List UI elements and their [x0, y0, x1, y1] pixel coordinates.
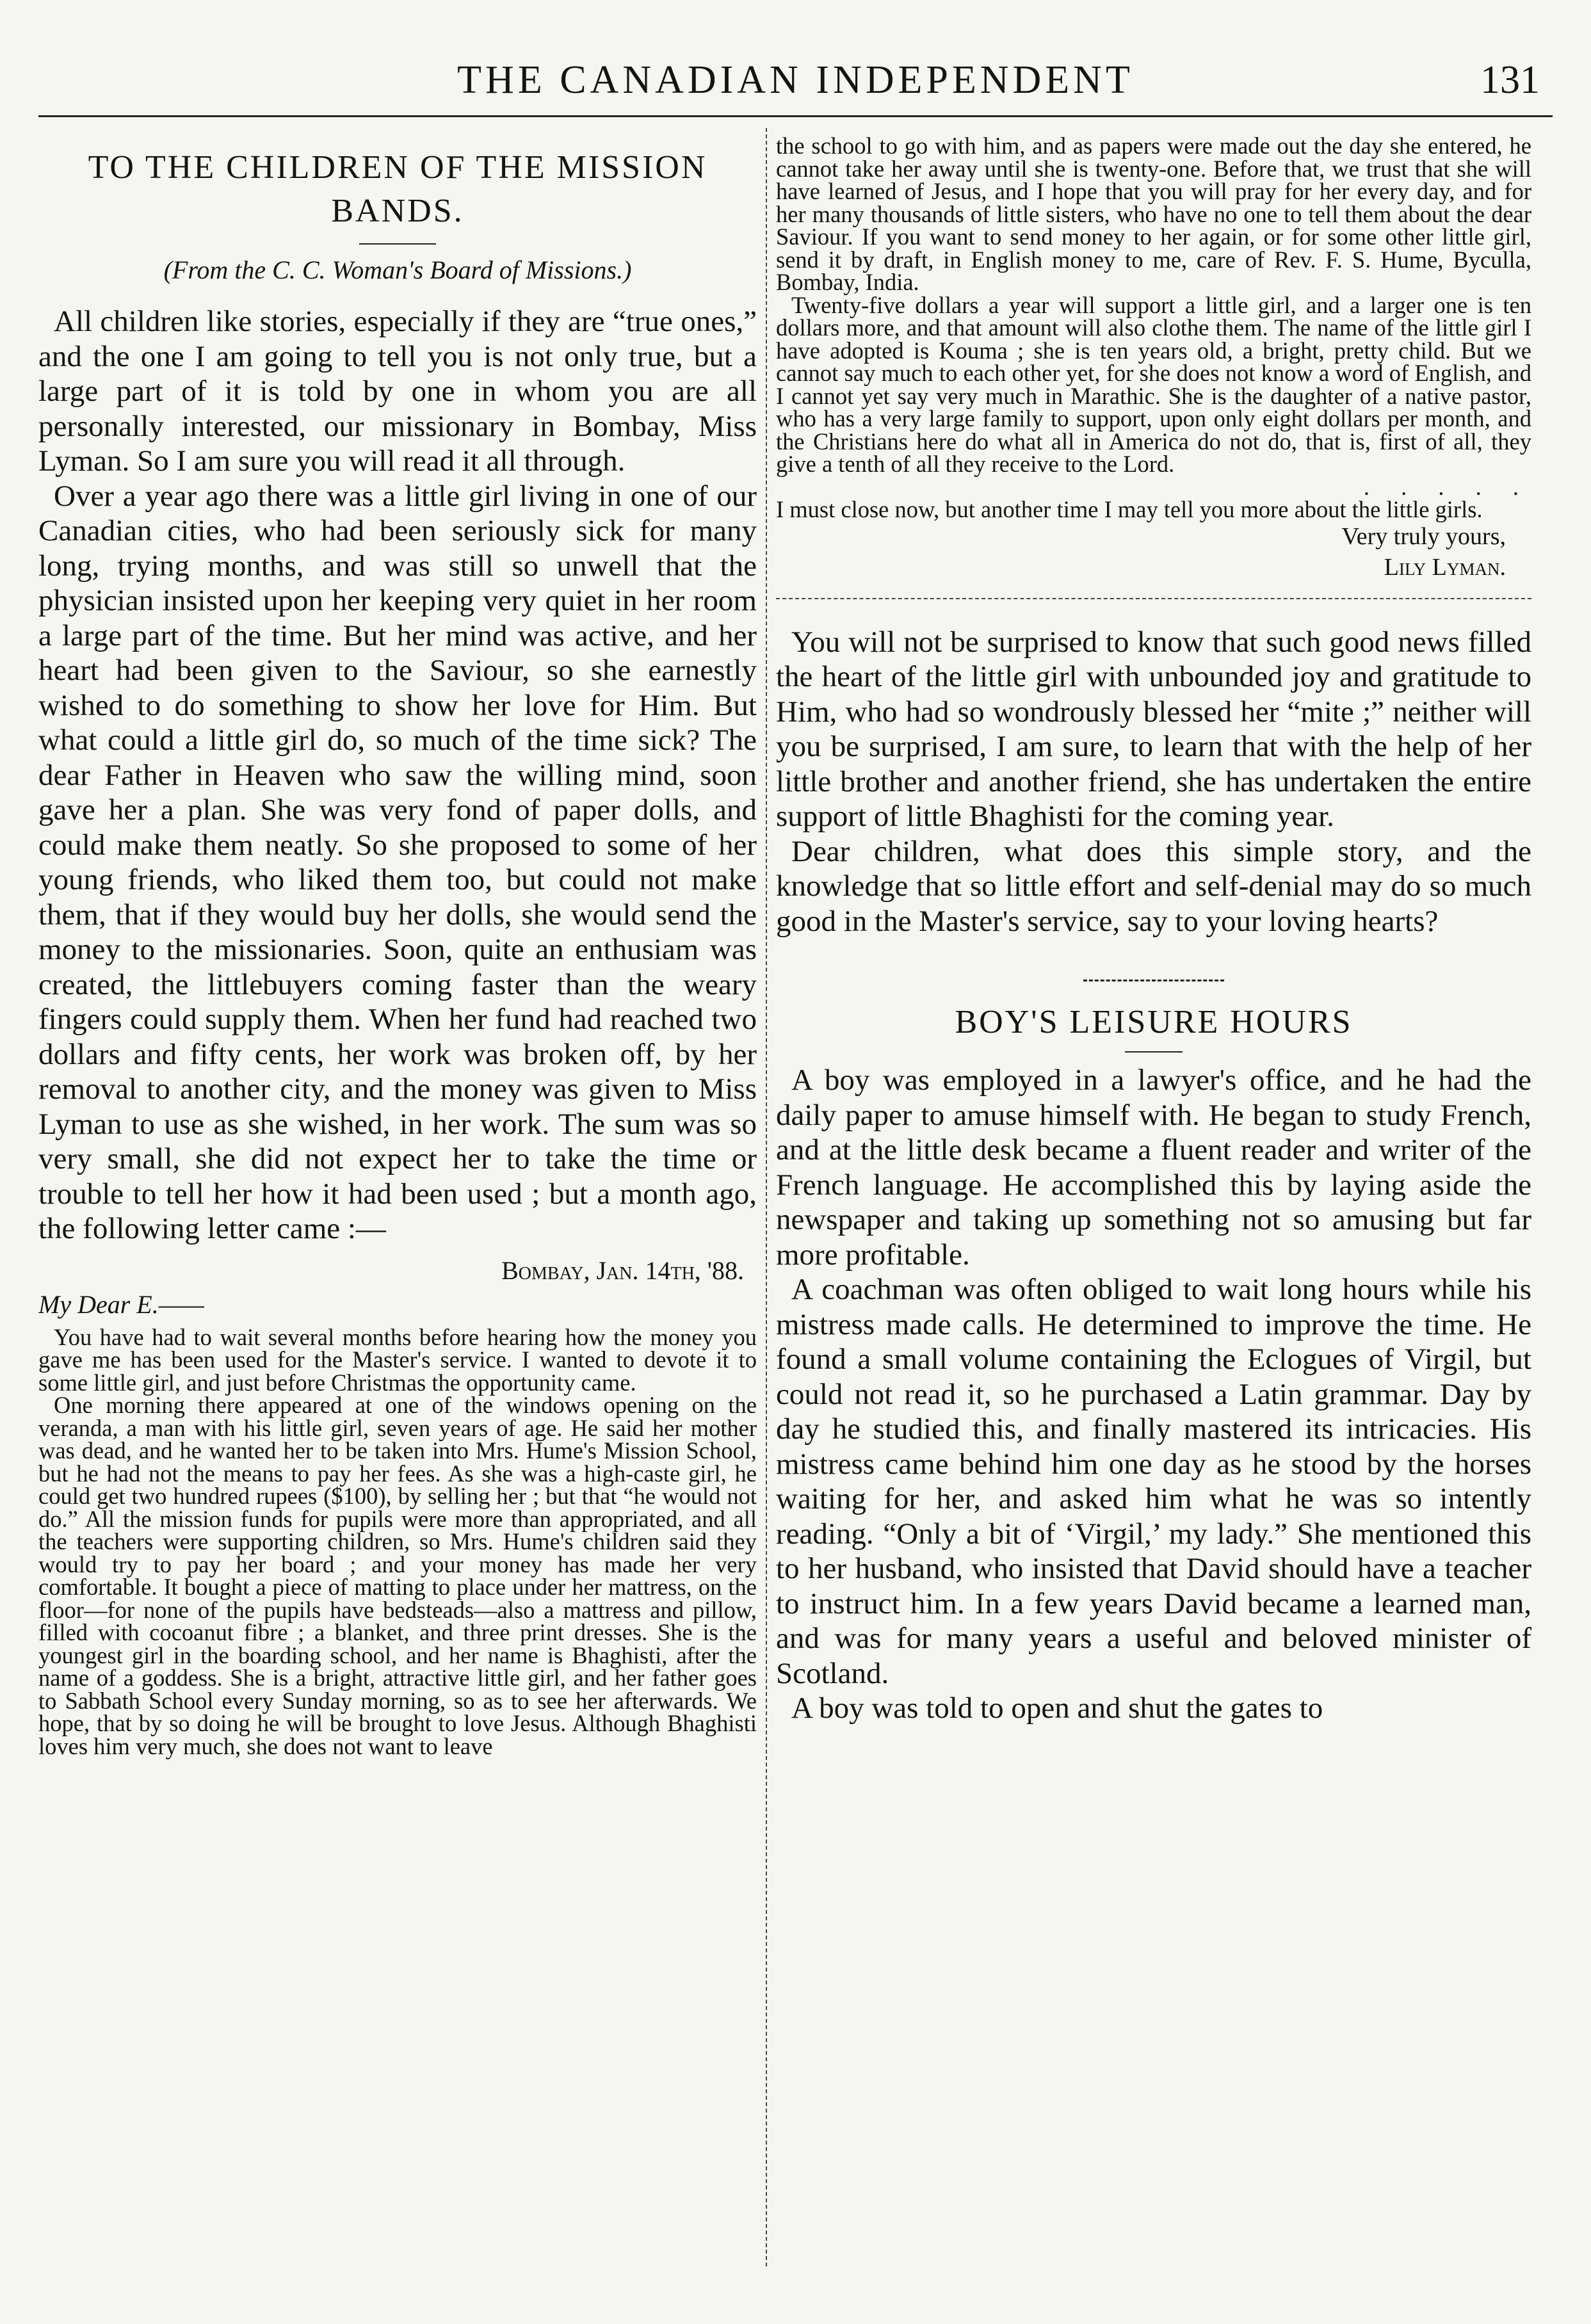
article-body	[776, 1063, 1531, 1726]
paragraph: You will not be surprised to know that such good news filled the heart of the little girl with unbounded joy and gratitude to Him, who had so wondrously blessed her “mite ;” neither will you be surprised, I am sure, to learn that with the help of her little brother and another friend, she has undertaken the entire support of little Bhaghisti for the coming year.	[776, 625, 1531, 833]
page-header	[38, 58, 1553, 117]
paragraph: A coachman was often obliged to wait long hours while his mistress made calls. He determined to improve the time. He found a small volume containing the Eclogues of Virgil, but could not read it, so he purchased a Latin grammar. Day by day he studied this, and finally mastered its intricacies. His mistress came behind him one day as he stood by the horses waiting for her, and asked him what he was so intently reading. “Only a bit of ‘Virgil,’ my lady.” She mentioned this to her husband, who insisted that David should have a teacher to instruct him. In a few years David became a learned man, and was for many years a useful and beloved minister of Scotland.	[776, 1273, 1531, 1690]
paragraph: Dear children, what does this simple story, and the knowledge that so little effort and self-denial may do so much good in the Master's service, say to your loving hearts?	[776, 834, 1531, 938]
letter-dateline: Bombay, Jan. 14th, '88.	[501, 1255, 744, 1285]
ellipsis: . . . . .	[1363, 473, 1531, 500]
right-column	[776, 134, 1531, 2286]
letter-paragraph: the school to go with him, and as papers were made out the day she entered, he cannot take her away until she is twenty-one. Before that, we trust that she will have learned of Jesus, and I hope that you will pray for her every day, and for her many thousands of little sisters, who have no one to tell them about the dear Saviour. If you want to send money to her again, or for some other little girl, send it by draft, in English money to me, care of Rev. F. S. Hume, Byculla, Bombay, India.	[776, 134, 1531, 295]
letter-body-continued	[776, 134, 1531, 521]
letter-signature: Lily Lyman.	[1384, 553, 1506, 581]
article-title: BOY'S LEISURE HOURS	[955, 1004, 1353, 1040]
paragraph: All children like stories, especially if they are “true ones,” and the one I am going to tell you is not only true, but a large part of it is told by one in whom you are all personally interested, our missionary in Bombay, Miss Lyman. So I am sure you will read it all through.	[38, 305, 757, 478]
paragraph: A boy was told to open and shut the gates to	[791, 1691, 1323, 1725]
publication-title: THE CANADIAN INDEPENDENT	[457, 58, 1134, 102]
letter-paragraph: One morning there appeared at one of the windows opening on the veranda, a man with his little girl, seven years of age. He said her mother was dead, and he wanted her to be taken into Mrs. Hume's Mission School, but he had not the means to pay her fees. As she was a high-caste girl, he could get two hundred rupees ($100), by selling her ; but that “he would not do.” All the mission funds for pupils were more than appropriated, and all the teachers were supporting children, so Mrs. Hume's children said they would try to pay her board ; and your money has made her very comfortable. It bought a piece of matting to place under her mattress, on the floor—for none of the pupils have bedsteads—also a mattress and pillow, filled with cocoanut fibre ; a blanket, and three print dresses. She is the youngest girl in the boarding school, and her name is Bhaghisti, after the name of a goddess. She is a bright, attractive little girl, and her father goes to Sabbath School every Sunday morning, so as to see her afterwards. We hope, that by so doing he will be brought to love Jesus. Although Bhaghisti loves him very much, she does not want to leave	[38, 1392, 757, 1759]
letter-paragraph: I must close now, but another time I may tell you more about the little girls.	[776, 496, 1483, 522]
article-separator	[1083, 980, 1224, 981]
section-rule	[776, 598, 1531, 599]
article-conclusion	[776, 625, 1531, 939]
paragraph: A boy was employed in a lawyer's office, and he had the daily paper to amuse himself with. He began to study French, and at the little desk became a fluent reader and writer of the French language. He accomplished this by laying aside the newspaper and taking up something not so amusing but far more profitable.	[776, 1063, 1531, 1271]
column-divider	[766, 128, 767, 2266]
paragraph: Over a year ago there was a little girl living in one of our Canadian cities, who had been seriously sick for many long, trying months, and was still so unwell that the physician insisted upon her keeping very quiet in her room a large part of the time. But her mind was active, and her heart had been given to the Saviour, so she earnestly wished to do something to show her love for Him. But what could a little girl do, so much of the time sick? The dear Father in Heaven who saw the willing mind, soon gave her a plan. She was very fond of paper dolls, and could make them neatly. So she proposed to some of her young friends, who liked them too, but could not make them, that if they would buy her dolls, she would send the money to the missionaries. Soon, quite an enthusiam was created, the littlebuyers coming faster than the weary fingers could supply them. When her fund had reached two dollars and fifty cents, her work was broken off, by her removal to another city, and the money was given to Miss Lyman to use as she wished, in her work. The sum was so very small, she did not expect her to take the time or trouble to tell her how it had been used ; but a month ago, the following letter came :—	[38, 479, 757, 1245]
article-body	[38, 304, 757, 1247]
page-number: 131	[1480, 58, 1540, 102]
letter-closing: Very truly yours,	[1341, 522, 1506, 550]
article-source: (From the C. C. Woman's Board of Missions.)	[163, 255, 632, 284]
letter-salutation: My Dear E.——	[38, 1289, 204, 1319]
letter-paragraph: Twenty-five dollars a year will support a little girl, and a larger one is ten dollars more, and that amount will also clothe them. The name of the little girl I have adopted is Kouma ; she is ten years old, a bright, pretty child. But we cannot say much to each other yet, for she does not know a word of English, and I cannot yet say very much in Marathic. She is the daughter of a native pastor, who has a very large family to support, upon only eight dollars per month, and the Christians here do what all in America do not do, that is, first of all, they give a tenth of all they receive to the Lord.	[776, 291, 1531, 477]
article-title: TO THE CHILDREN OF THE MISSION BANDS.	[88, 149, 707, 229]
left-column	[38, 134, 757, 2286]
letter-body	[38, 1323, 757, 1759]
title-rule	[359, 243, 436, 245]
letter-paragraph: You have had to wait several months before hearing how the money you gave me has been used for the Master's service. I wanted to devote it to some little girl, and just before Christmas the opportunity came.	[38, 1323, 757, 1396]
title-rule	[1125, 1051, 1183, 1053]
